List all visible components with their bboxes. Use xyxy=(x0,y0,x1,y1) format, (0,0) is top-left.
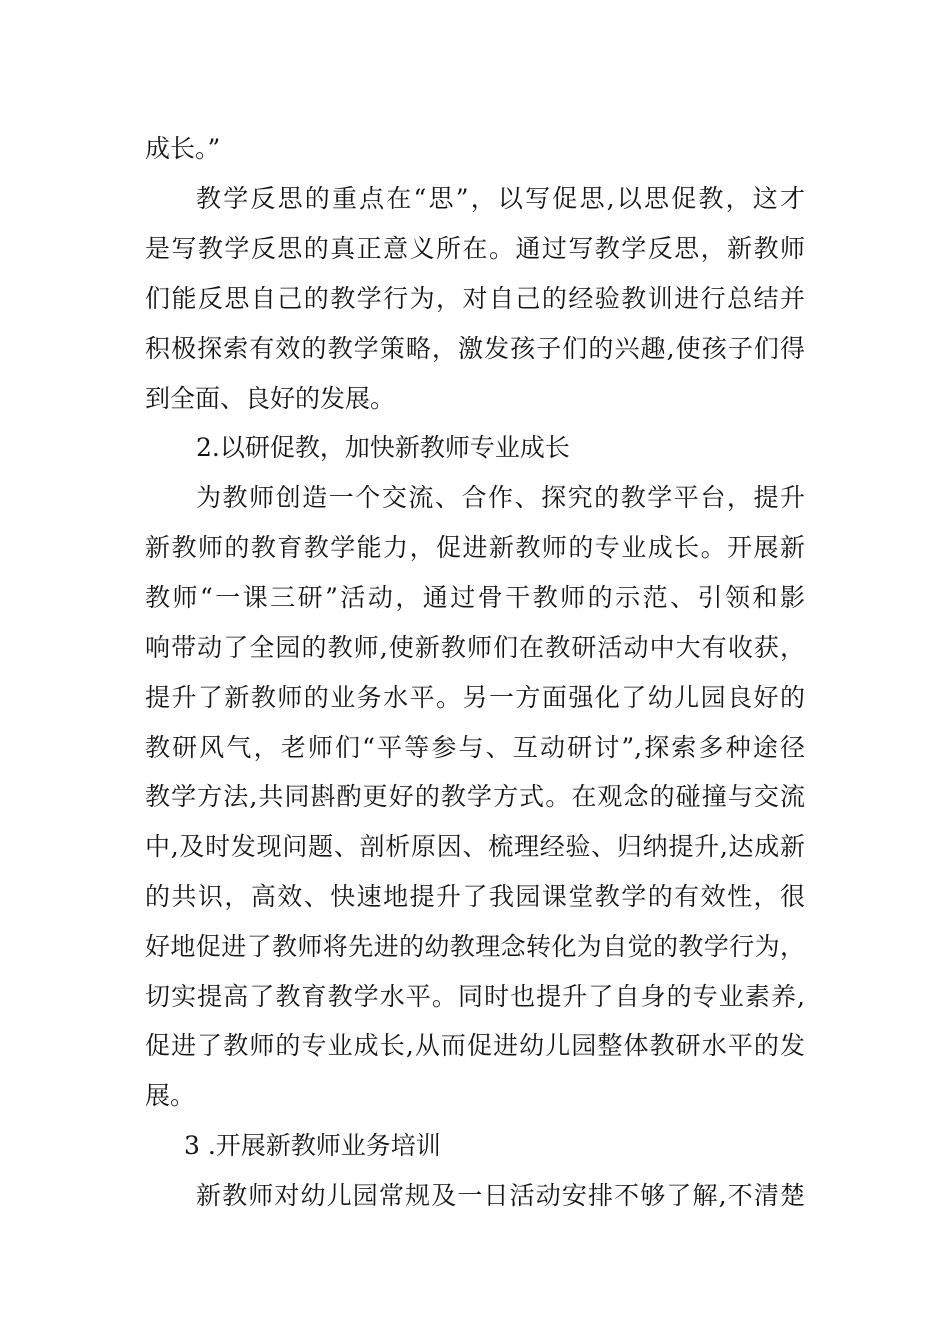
text-line: 教学方法,共同斟酌更好的教学方式。在观念的碰撞与交流 xyxy=(145,782,805,811)
text-line: 积极探索有效的教学策略，激发孩子们的兴趣,使孩子们得 xyxy=(145,334,805,363)
text-line: 教师“一课三研”活动，通过骨干教师的示范、引领和影 xyxy=(145,583,805,612)
text-line: 好地促进了教师将先进的幼教理念转化为自觉的教学行为， xyxy=(145,932,805,961)
text-line: 新教师对幼儿园常规及一日活动安排不够了解,不清楚 xyxy=(196,1181,805,1210)
text-line: 提升了新教师的业务水平。另一方面强化了幼儿园良好的 xyxy=(145,683,805,712)
text-line: 响带动了全园的教师,使新教师们在教研活动中大有收获， xyxy=(145,633,805,662)
text-line: 教研风气，老师们“平等参与、互动研讨”,探索多种途径 xyxy=(145,733,805,762)
section-heading: 2.以研促教，加快新教师专业成长 xyxy=(196,433,570,462)
text-line: 成长。” xyxy=(145,134,221,163)
text-line: 切实提高了教育教学水平。同时也提升了自身的专业素养, xyxy=(145,982,805,1011)
text-line: 教学反思的重点在“思”，以写促思,以思促教，这才 xyxy=(196,184,805,213)
text-line: 是写教学反思的真正意义所在。通过写教学反思，新教师 xyxy=(145,234,805,263)
text-line: 中,及时发现问题、剖析原因、梳理经验、归纳提升,达成新 xyxy=(145,832,805,861)
text-line: 新教师的教育教学能力，促进新教师的专业成长。开展新 xyxy=(145,533,805,562)
text-line: 促进了教师的专业成长,从而促进幼儿园整体教研水平的发 xyxy=(145,1031,805,1060)
section-heading: 3 .开展新教师业务培训 xyxy=(184,1131,441,1160)
text-line: 的共识，高效、快速地提升了我园课堂教学的有效性，很 xyxy=(145,882,805,911)
text-line: 到全面、良好的发展。 xyxy=(145,384,396,413)
text-line: 展。 xyxy=(145,1081,196,1110)
text-line: 们能反思自己的教学行为，对自己的经验教训进行总结并 xyxy=(145,284,805,313)
text-line: 为教师创造一个交流、合作、探究的教学平台，提升 xyxy=(196,483,805,512)
